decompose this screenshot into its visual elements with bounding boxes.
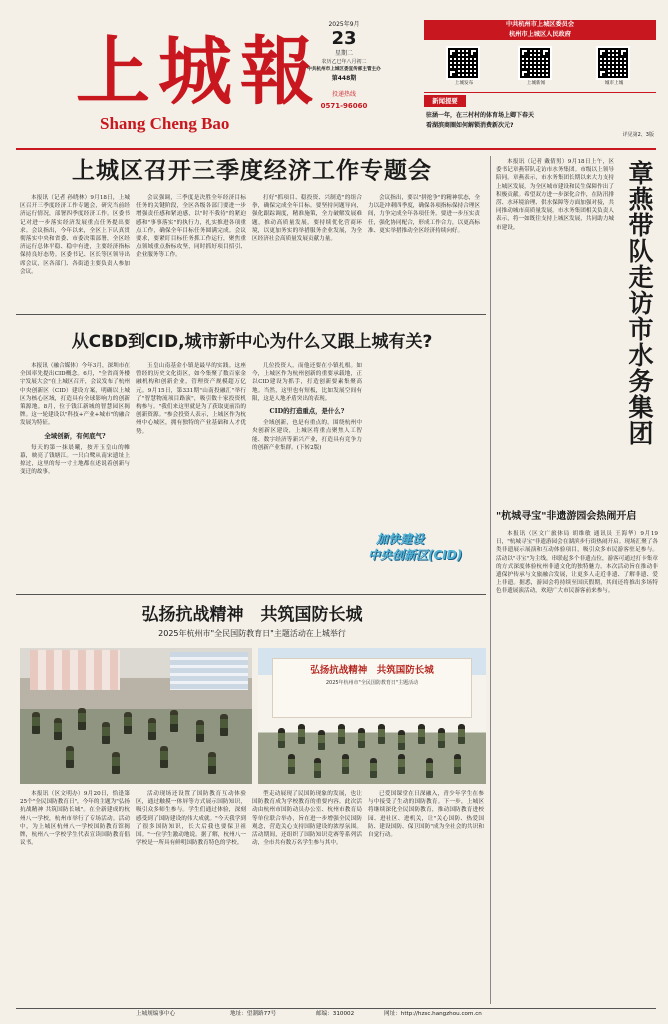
defense-col-1 (20, 790, 130, 1004)
hotline-label: 投递热线 (331, 91, 356, 98)
photo-drill (20, 648, 252, 784)
cbd-col-3 (252, 362, 362, 540)
photo-students (258, 648, 486, 784)
cid-badge-line-2: 中央创新区(CID) (368, 548, 463, 562)
lead-col-2-text: 会议强调，三季度是决胜全年经济目标任务的关键阶段，全区各级各部门要进一步增强责任感和紧迫感，以"时不我待"的紧迫感和"事事落实"的执行力，扎实推进各项重点工作，确保全年目标任务圆满完成。会议要求，要紧盯目标任务抓工作运行，聚焦重点领域重点指标攻坚，同时抓好项目招引、企业服务等工作。 (136, 195, 246, 259)
lead-col-2 (136, 194, 246, 306)
qr-code-1[interactable] (446, 46, 480, 80)
cbd-subhead-3: CID的打造重点，是什么? (269, 407, 345, 416)
publisher: 中共杭州市上城区委宣传部主管主办 (307, 67, 381, 72)
photo-drill-building (30, 650, 120, 690)
cid-badge (368, 530, 486, 568)
cbd-col-1b-text: 每天的第一抹晨曦，按开玉皇山的帷幕，映亮了钱塘江。一只白鹭从南宋遗址上掠过，这里的每一寸土地都在述说着创新与变迁的故事。 (20, 444, 130, 476)
defense-col-1-text: 本报讯（区文明办）9月20日，恰逢第25个"全民国防教育日"，今年的主题为"弘扬抗战精神 共筑国防长城"。在全新建成的杭州八一学校，杭州市举行了专场活动。活动中，为上城区杭州八一学校国防教育馆揭牌，杭州八一学校学生代表宣读国防教育倡议书。 (20, 791, 130, 847)
lead-col-4 (368, 194, 480, 306)
issue-info (298, 20, 390, 140)
lead-col-1-text: 本报讯（记者 孙晓林）9月18日，上城区召开三季度经济工作专题会，研究当前经济运行情况，部署四季度经济工作。区委书记对进一步落实经济发展重点任务提出要求。会议指出，今年以来，全区上下认真贯彻落实中央和省委、市委决策部署，全区经济运行总体平稳、稳中有进，主要经济指标保持良好态势。区委书记、区长等区领导出席会议，区各部门、各街道主要负责人参加会议。 (20, 195, 130, 275)
footer-postcode: 邮编：310002 (316, 1011, 355, 1017)
lead-col-4-text: 会议指出，要以"拼抢争"的精神状态，全力以赴冲刺四季度，确保各项指标保持合理区间，力争完成全年各项任务。要进一步压实责任，强化协同配合，形成工作合力，以更高标准、更实举措推动全区经济持续向好。 (368, 195, 480, 234)
issue-lunar: 农历乙巳年八月初二 (321, 59, 367, 65)
masthead-title: 上城報 (76, 29, 322, 115)
qr-group (440, 46, 656, 88)
right-article-1-text: 本报讯（记者 戴倩男）9月18日上午，区委书记章燕带队走访市水务集团。市级以上领导陪同。章燕表示，市水务集团长期以来大力支持上城区发展，为全区城市建设和民生保障作出了积极贡献。希望双方进一步深化合作，在防汛排涝、水环境治理、供水保障等方面加强对接，共同推动城市高质量发展。市水务集团相关负责人表示，将一如既往支持上城区发展，共同助力城市建设。 (496, 159, 614, 231)
defense-col-3-text: 型走动展现了民国防现象的发展，也让国防教育成为学校教育的重要内容。此次活动由杭州市国防动员办公室、杭州市教育局等单位联合举办，旨在进一步增强全民国防观念，营造关心支持国防建设的浓厚氛围。活动期间，还组织了国防知识竞赛等系列活动，全市共有数万名学生参与其中。 (252, 791, 362, 847)
news-summary (424, 92, 656, 144)
issue-date: 2025年9月 (328, 21, 360, 28)
photo-students-banner: 弘扬抗战精神 共筑国防长城 (310, 665, 434, 676)
photo-drill-building-2 (170, 652, 248, 690)
news-summary-page: 详见第2、3版 (622, 132, 654, 138)
defense-col-2-text: 活动现场还设置了国防教育互动体验区，通过触摸一体屏等方式展示国防知识，吸引众多师生参与。学生们通过体验，深刻感受到了国防建设的伟大成就。"今天我学到了很多国防知识，长大后我也要保卫祖国。"一位学生激动地说。据了解，杭州八一学校是一所具有鲜明国防教育特色的学校。 (136, 791, 246, 847)
defense-col-4 (368, 790, 484, 1004)
lead-headline: 上城区召开三季度经济工作专题会 (72, 158, 432, 184)
footer-website[interactable]: 网址：http://hzsc.hangzhou.com.cn (384, 1011, 482, 1017)
lead-col-3 (252, 194, 362, 306)
org-name-2: 杭州市上城区人民政府 (424, 30, 656, 40)
footer-left: 上城规编事中心 (136, 1011, 176, 1017)
qr-label-1: 上城发布 (454, 81, 474, 86)
cbd-col-1-text: 本报讯（融合媒体）今年3月，深圳市在全国率先提出CID概念。6月，"全省商务楼宇发展大会"在上城区召开，会议发布了杭州中央创新区（CID）建设方案，明确以上城区为核心区域，打造具有全球影响力的创新策源地。8月，位于钱江新城的智慧园区揭牌。这一轮建设以"科技+产业+城市"的融合发展为特征。 (20, 363, 130, 427)
defense-col-3 (252, 790, 362, 1004)
lead-col-1 (20, 194, 130, 306)
cbd-col-1 (20, 362, 130, 540)
rule-1 (16, 314, 486, 315)
rule-2 (16, 594, 486, 595)
news-summary-2[interactable]: 看湖滨商圈如何解锁消费新次元? (426, 122, 514, 129)
cbd-col-2-text: 玉皇山南基金小镇是最早的实践。这座曾经的历史文化街区，如今集聚了数百家金融机构和创新企业，管理资产规模超万亿元。9月15日，第331期"山南投融汇"举行了"智慧物流项目路演"，吸引数十家投资机构参与。"我们来这里就是为了获取更前沿的创新资源。"参会投资人表示，上城区作为杭州中心城区，拥有独特的产业基础和人才优势。 (136, 363, 246, 435)
qr-label-3: 城市上城 (604, 81, 624, 86)
cbd-subhead-1: 全域创新，有何底气? (44, 431, 106, 440)
cbd-col-3-text: 几位投资人，而他还要在小镇扎根。如今，上城区作为杭州创新的重要承载地，正以CID建设为抓手，打造创新要素集聚高地。当然，这里也有短板，比如发展空间有限，这是人地矛盾突出的表现。 (252, 363, 362, 402)
cbd-col-2 (136, 362, 246, 540)
footer (16, 1008, 656, 1020)
defense-col-4-text: 已爱国课堂在日深融入，青少年学生在参与中接受了生动的国防教育。下一步，上城区将继续深化全民国防教育，推动国防教育进校园、进社区、进机关，让"关心国防、热爱国防、建设国防、保卫国防"成为全社会的共识和自觉行动。 (368, 791, 484, 839)
cbd-headline: 从CBD到CID,城市新中心为什么又跟上城有关? (71, 332, 433, 352)
right-article-2 (496, 530, 658, 1000)
news-label: 新闻提要 (424, 95, 466, 107)
hotline: 0571-96060 (320, 102, 368, 110)
lead-col-3-text: 打好"抓项目、稳投资、兴制造"的组合拳，确保完成全年目标。要坚持问题导向，强化跟踪调度，精准施策，全力破解发展难题，推动高质量发展。要持续优化营商环境，以更加务实的举措服务企业发展，为全区经济社会高质量发展贡献力量。 (252, 195, 362, 243)
defense-col-2 (136, 790, 246, 1004)
right-article-1 (496, 158, 614, 502)
right-subhead: "杭城寻宝"非遗游园会热闹开启 (496, 511, 637, 522)
vertical-headline: 章燕带队走访市水务集团 (625, 160, 654, 446)
qr-label-2: 上城新闻 (526, 81, 546, 86)
cbd-col-3b-text: 全域创新，也是有重点的。围绕杭州中央创新区建设，上城区将重点聚焦人工智能、数字经济等新兴产业，打造具有竞争力的创新产业集群。(下转2版) (252, 420, 362, 451)
defense-subheadline: 2025年杭州市"全民国防教育日"主题活动在上城举行 (158, 629, 346, 638)
issue-weekday: 星期二 (334, 50, 353, 57)
issue-number: 第448期 (331, 75, 357, 82)
photo-students-banner-sub: 2025年杭州市"全民国防教育日"主题活动 (325, 680, 419, 686)
masthead-rule (16, 148, 656, 150)
masthead-pinyin: Shang Cheng Bao (100, 114, 230, 133)
org-name-1: 中共杭州市上城区委员会 (505, 21, 575, 28)
qr-code-2[interactable] (518, 46, 552, 80)
photo-students-backdrop (272, 658, 472, 718)
issue-day: 23 (331, 28, 357, 49)
footer-address: 地址：望潮路77号 (230, 1011, 277, 1017)
defense-headline: 弘扬抗战精神 共筑国防长城 (141, 605, 363, 625)
qr-code-3[interactable] (596, 46, 630, 80)
right-column-rule (490, 156, 491, 1004)
right-article-2-text: 本报讯（区文广旅体局 胡维敏 通讯员 王海华）9月19日，"杭城寻宝"非遗游园会在湖滨步行街热闹开启。现场汇聚了各类非遗展示展演和互动体验项目，吸引众多市民游客驻足参与。活动以"寻宝"为主线，串联起多个非遗点位，游客可通过打卡集章的方式深度体验杭州非遗文化的独特魅力。本次活动旨在推动非遗保护传承与文旅融合发展，让更多人走近非遗、了解非遗、爱上非遗。据悉，游园会将持续至国庆假期，其间还将推出多场特色非遗展演活动，欢迎广大市民游客前来参与。 (496, 531, 658, 595)
cid-badge-line-1: 加快建设 (376, 532, 425, 546)
news-summary-1[interactable]: 驻涵一年，在三村村的体育场上卿下春天 (426, 112, 535, 119)
